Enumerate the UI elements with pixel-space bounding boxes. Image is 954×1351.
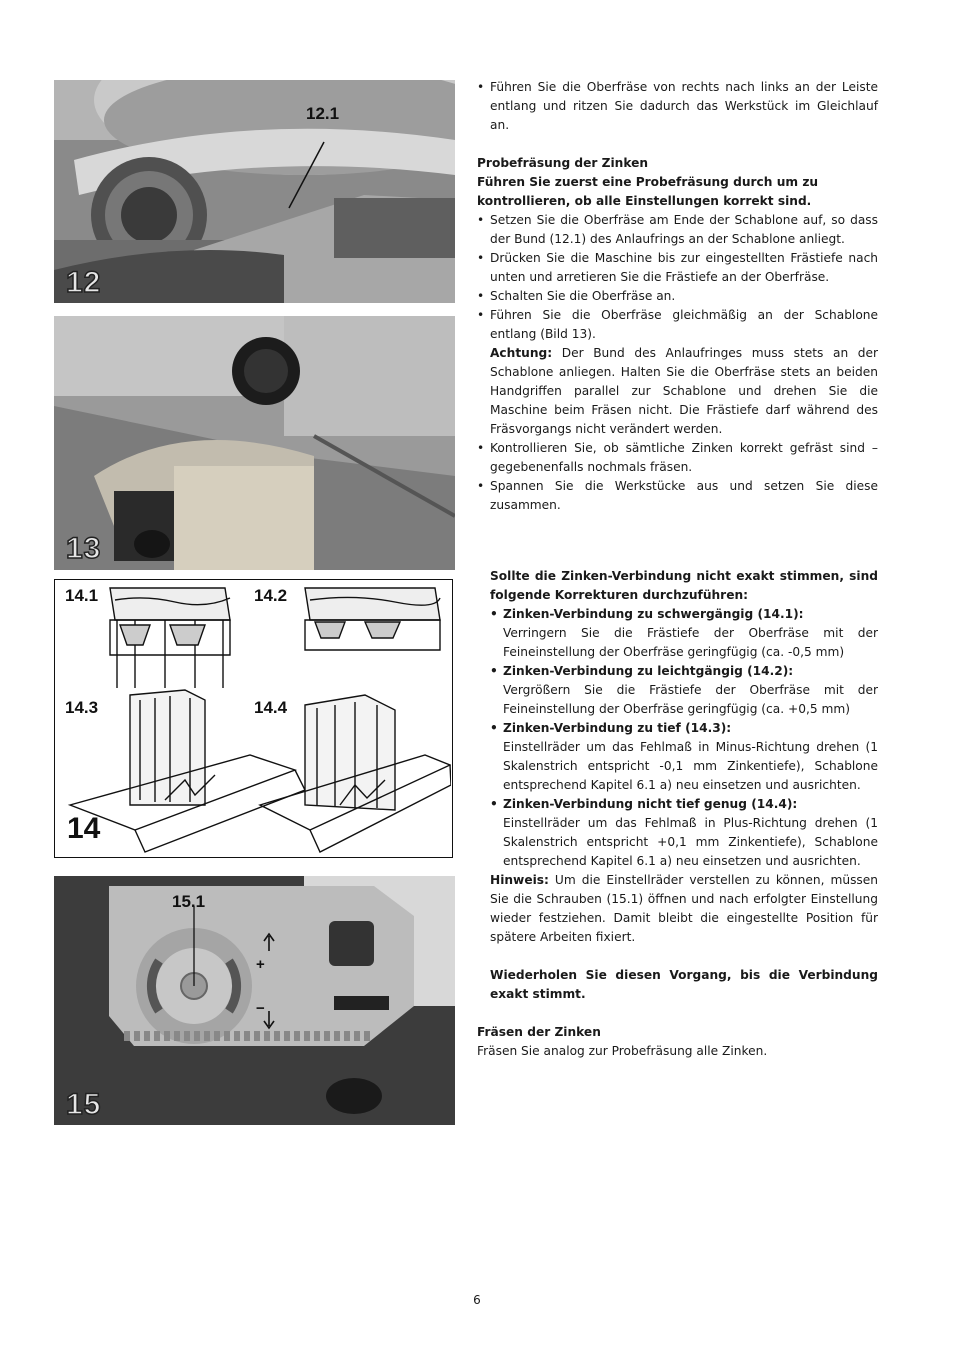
figure-number-15: 15 [66, 1088, 102, 1121]
figure-14-drawings [54, 579, 453, 858]
final-heading: Fräsen der Zinken [477, 1025, 601, 1039]
hinweis-label: Hinweis: [490, 873, 549, 887]
correction-title: • Zinken-Verbindung zu leichtgängig (14.2): [490, 662, 878, 681]
achtung-note [477, 344, 878, 439]
callout-15-1: 15.1 [172, 892, 206, 911]
correction-title: • Zinken-Verbindung nicht tief genug (14.4): [490, 795, 878, 814]
corrections-section [477, 567, 878, 1061]
callout-12-1: 12.1 [306, 104, 340, 123]
final-text: Fräsen Sie analog zur Probefräsung alle Zinken. [477, 1044, 768, 1058]
minus-label: − [256, 1000, 265, 1017]
correction-title: • Zinken-Verbindung zu tief (14.3): [490, 719, 878, 738]
list-item: • Schalten Sie die Oberfräse an. [477, 287, 878, 306]
figure-number-12: 12 [66, 266, 102, 299]
correction-title: • Zinken-Verbindung zu schwergängig (14.1): [490, 605, 878, 624]
list-item: • Kontrollieren Sie, ob sämtliche Zinken korrekt gefräst sind – gegebenenfalls nochmals fräsen. [477, 439, 878, 477]
figure-14-4-label: 14.4 [254, 698, 288, 717]
list-item: • Führen Sie die Oberfräse gleichmäßig an der Schablone entlang (Bild 13). [477, 306, 878, 344]
correction-body: Verringern Sie die Frästiefe der Oberfräse mit der Feineinstellung der Oberfräse geringfügig (ca. -0,5 mm) [503, 626, 878, 659]
repeat-instruction: Wiederholen Sie diesen Vorgang, bis die Verbindung exakt stimmt. [490, 968, 878, 1001]
figure-14-3-label: 14.3 [65, 698, 99, 717]
list-item: • Drücken Sie die Maschine bis zur eingestellten Frästiefe nach unten und arretieren Sie die Frästiefe an der Oberfräse. [477, 249, 878, 287]
figure-14-1-label: 14.1 [65, 586, 99, 605]
correction-body: Vergrößern Sie die Frästiefe der Oberfräse mit der Feineinstellung der Oberfräse geringfügig (ca. +0,5 mm) [503, 683, 878, 716]
correction-body: Einstellräder um das Fehlmaß in Minus-Richtung drehen (1 Skalenstrich entspricht -0,1 mm Zinkentiefe), Schablone entsprechend Kapitel 6.1 a) neu einsetzen und ausrichten. [503, 740, 878, 792]
figure-14-2-label: 14.2 [254, 586, 288, 605]
figure-number-13: 13 [66, 532, 102, 565]
probe-bold-intro: Führen Sie zuerst eine Probefräsung durch um zu kontrollieren, ob alle Einstellungen korrekt sind. [477, 175, 819, 208]
figure-13-photo [54, 316, 455, 570]
achtung-label: Achtung: [490, 346, 553, 360]
instructions-column [477, 78, 878, 515]
list-item: • Setzen Sie die Oberfräse am Ende der Schablone auf, so dass der Bund (12.1) des Anlaufrings an der Schablone anliegt. [477, 211, 878, 249]
corrections-heading: Sollte die Zinken-Verbindung nicht exakt stimmen, sind folgende Korrekturen durchzuführen: [490, 569, 878, 602]
figure-12-photo [54, 80, 455, 303]
plus-label: + [256, 956, 265, 973]
hinweis-note [490, 871, 878, 947]
intro-bullet: • Führen Sie die Oberfräse von rechts nach links an der Leiste entlang und ritzen Sie dadurch das Werkstück im Gleichlauf an. [477, 78, 878, 135]
figure-15-photo [54, 876, 455, 1125]
list-item: • Spannen Sie die Werkstücke aus und setzen Sie diese zusammen. [477, 477, 878, 515]
figure-number-14: 14 [67, 812, 101, 845]
achtung-text: Der Bund des Anlaufringes muss stets an der Schablone anliegen. Halten Sie die Oberfräse stets an beiden Handgriffen parallel zur Schablone und drehen Sie die Maschine beim Fräsen nicht. Die Frästiefe darf während des Fräsvorgangs nicht verändert werden. [490, 346, 878, 436]
page-number: 6 [473, 1293, 481, 1307]
hinweis-text: Um die Einstellräder verstellen zu können, müssen Sie die Schrauben (15.1) öffnen und nach erfolgter Einstellung wieder festziehen. Damit bleibt die eingestellte Position für spätere Arbeiten fixiert. [490, 873, 878, 944]
probe-heading: Probefräsung der Zinken [477, 156, 649, 170]
correction-body: Einstellräder um das Fehlmaß in Plus-Richtung drehen (1 Skalenstrich entspricht +0,1 mm Zinkentiefe), Schablone entsprechend Kapitel 6.1 a) neu einsetzen und ausrichten. [503, 816, 878, 868]
